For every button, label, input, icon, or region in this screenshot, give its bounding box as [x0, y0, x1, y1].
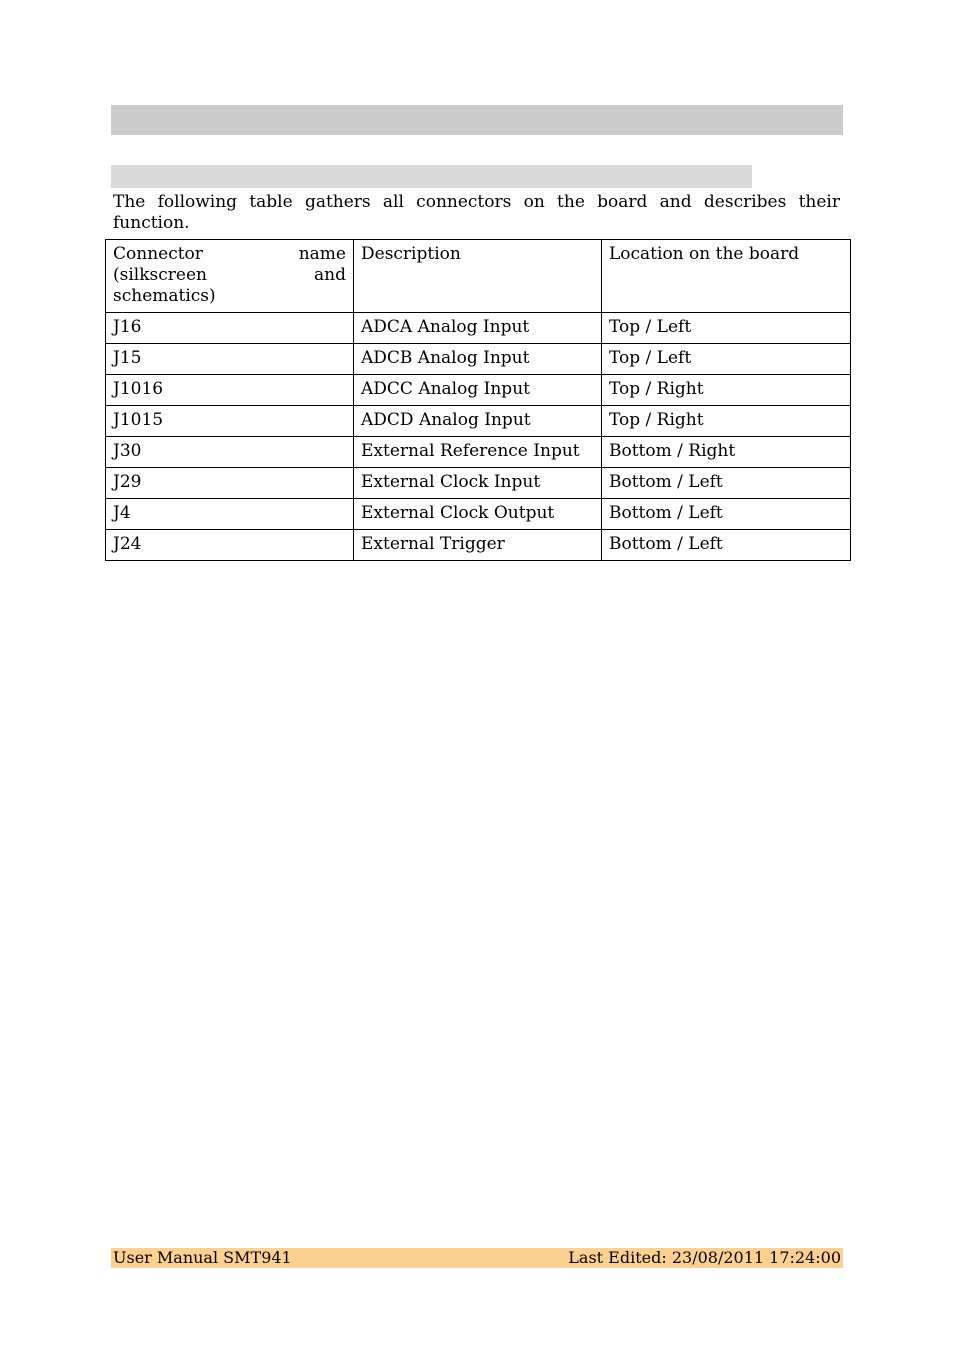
table-row	[106, 406, 851, 437]
table-row	[106, 375, 851, 406]
header-location: Location on the board	[602, 240, 851, 313]
cell-description: ADCD Analog Input	[354, 406, 602, 437]
intro-paragraph: The following table gathers all connectors on the board and describes their function.	[113, 192, 840, 233]
table-header-row	[106, 240, 851, 313]
cell-connector: J29	[106, 468, 354, 499]
header-description: Description	[354, 240, 602, 313]
cell-location: Bottom / Left	[602, 468, 851, 499]
cell-connector: J15	[106, 344, 354, 375]
cell-location: Top / Left	[602, 344, 851, 375]
table-row	[106, 313, 851, 344]
cell-description: External Clock Input	[354, 468, 602, 499]
cell-location: Top / Right	[602, 375, 851, 406]
cell-connector: J1015	[106, 406, 354, 437]
connectors-table	[105, 239, 851, 561]
section-subheading-bar	[111, 165, 752, 188]
table-row	[106, 530, 851, 561]
cell-connector: J16	[106, 313, 354, 344]
table-row	[106, 468, 851, 499]
cell-connector: J4	[106, 499, 354, 530]
page-footer	[111, 1248, 843, 1268]
footer-last-edited: Last Edited: 23/08/2011 17:24:00	[568, 1248, 841, 1267]
cell-description: ADCB Analog Input	[354, 344, 602, 375]
cell-connector: J30	[106, 437, 354, 468]
cell-description: External Clock Output	[354, 499, 602, 530]
cell-description: External Reference Input	[354, 437, 602, 468]
cell-location: Bottom / Right	[602, 437, 851, 468]
cell-description: External Trigger	[354, 530, 602, 561]
table-row	[106, 344, 851, 375]
cell-location: Top / Right	[602, 406, 851, 437]
table-row	[106, 499, 851, 530]
table-row	[106, 437, 851, 468]
cell-connector: J1016	[106, 375, 354, 406]
header-connector-name: Connector name (silkscreen and schematics)	[106, 240, 354, 313]
cell-location: Bottom / Left	[602, 530, 851, 561]
cell-location: Bottom / Left	[602, 499, 851, 530]
cell-location: Top / Left	[602, 313, 851, 344]
footer-document-title: User Manual SMT941	[113, 1248, 292, 1267]
cell-description: ADCC Analog Input	[354, 375, 602, 406]
cell-connector: J24	[106, 530, 354, 561]
section-heading-bar	[111, 105, 843, 135]
cell-description: ADCA Analog Input	[354, 313, 602, 344]
